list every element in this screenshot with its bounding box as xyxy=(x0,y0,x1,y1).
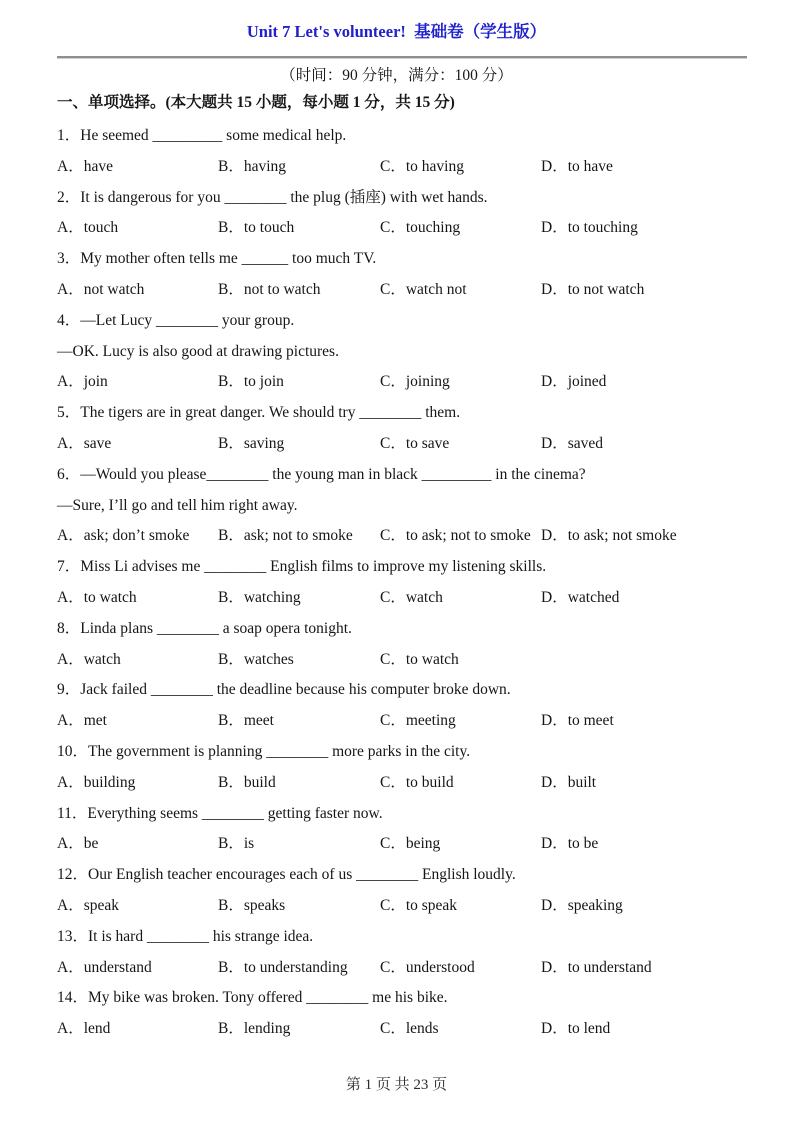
option-choice: C．to speak xyxy=(380,896,458,914)
option-choice: A．building xyxy=(57,773,136,791)
options-row xyxy=(0,645,793,676)
option-choice: A．have xyxy=(57,157,113,175)
options-row xyxy=(0,152,793,183)
options-row xyxy=(0,953,793,984)
option-choice: B．to understanding xyxy=(218,958,348,976)
question-stem: 10．The government is planning ________ more parks in the city. xyxy=(57,742,471,760)
options-row xyxy=(0,1014,793,1045)
option-choice: D．to not watch xyxy=(541,280,645,298)
header-rule xyxy=(57,56,747,59)
option-choice: A．watch xyxy=(57,650,121,668)
option-choice: D．joined xyxy=(541,373,607,391)
option-choice: A．be xyxy=(57,835,99,853)
option-choice: D．to have xyxy=(541,157,613,175)
options-row xyxy=(0,275,793,306)
question-stem: 12．Our English teacher encourages each of us ________ English loudly. xyxy=(57,866,516,884)
option-choice: B．watches xyxy=(218,650,294,668)
option-choice: C．to watch xyxy=(380,650,459,668)
option-choice: C．watch xyxy=(380,588,443,606)
options-row xyxy=(0,367,793,398)
option-choice: B．build xyxy=(218,773,276,791)
option-choice: D．to lend xyxy=(541,1020,611,1038)
option-choice: C．being xyxy=(380,835,441,853)
option-choice: A．ask; don’t smoke xyxy=(57,527,190,545)
option-choice: C．watch not xyxy=(380,280,467,298)
question-stem: 13．It is hard ________ his strange idea. xyxy=(57,927,314,945)
question-stem: 6．—Would you please________ the young man in black _________ in the cinema? xyxy=(57,465,586,483)
option-choice: B．to join xyxy=(218,373,284,391)
question-stem: 5．The tigers are in great danger. We should try ________ them. xyxy=(57,404,461,422)
option-choice: D．watched xyxy=(541,588,620,606)
question-stem: 14．My bike was broken. Tony offered ________ me his bike. xyxy=(57,989,448,1007)
option-choice: D．to be xyxy=(541,835,599,853)
option-choice: B．meet xyxy=(218,712,274,730)
option-choice: A．to watch xyxy=(57,588,137,606)
question-stem: 2．It is dangerous for you ________ the plug (插座) with wet hands. xyxy=(57,188,488,206)
page-title: Unit 7 Let's volunteer! 基础卷（学生版） xyxy=(246,22,547,41)
question-stem-continued: —Sure, I’ll go and tell him right away. xyxy=(57,496,298,514)
option-choice: D．to meet xyxy=(541,712,614,730)
option-choice: D．to touching xyxy=(541,219,638,237)
options-row xyxy=(0,429,793,460)
option-choice: B．is xyxy=(218,835,255,853)
option-choice: B．ask; not to smoke xyxy=(218,527,353,545)
option-choice: D．built xyxy=(541,773,597,791)
option-choice: C．to save xyxy=(380,434,450,452)
option-choice: C．touching xyxy=(380,219,461,237)
question-stem: 11．Everything seems ________ getting faster now. xyxy=(57,804,383,822)
question-stem: 4．—Let Lucy ________ your group. xyxy=(57,311,295,329)
option-choice: C．to build xyxy=(380,773,454,791)
question-stem: 7．Miss Li advises me ________ English films to improve my listening skills. xyxy=(57,558,547,576)
option-choice: B．having xyxy=(218,157,287,175)
option-choice: A．understand xyxy=(57,958,152,976)
question-stem: 9．Jack failed ________ the deadline because his computer broke down. xyxy=(57,681,511,699)
option-choice: B．not to watch xyxy=(218,280,321,298)
question-stem: 3．My mother often tells me ______ too much TV. xyxy=(57,250,377,268)
option-choice: B．saving xyxy=(218,434,285,452)
option-choice: B．speaks xyxy=(218,896,286,914)
option-choice: D．saved xyxy=(541,434,603,452)
option-choice: A．join xyxy=(57,373,108,391)
option-choice: B．to touch xyxy=(218,219,295,237)
option-choice: C．lends xyxy=(380,1020,439,1038)
exam-info: （时间：90 分钟，满分：100 分） xyxy=(280,67,513,84)
option-choice: A．touch xyxy=(57,219,119,237)
option-choice: A．save xyxy=(57,434,112,452)
question-stem: 8．Linda plans ________ a soap opera tonight. xyxy=(57,619,352,637)
options-row xyxy=(0,213,793,244)
options-row xyxy=(0,521,793,552)
question-stem: 1．He seemed _________ some medical help. xyxy=(57,127,347,144)
options-row xyxy=(0,768,793,799)
option-choice: C．to having xyxy=(380,157,464,175)
option-choice: D．speaking xyxy=(541,896,623,914)
question-list xyxy=(0,121,793,1045)
option-choice: C．joining xyxy=(380,373,450,391)
question-stem-continued: —OK. Lucy is also good at drawing pictures. xyxy=(57,342,339,360)
option-choice: C．to ask; not to smoke xyxy=(380,527,531,545)
option-choice: A．lend xyxy=(57,1020,111,1038)
option-choice: A．speak xyxy=(57,896,119,914)
section-heading: 一、单项选择。(本大题共 15 小题，每小题 1 分，共 15 分) xyxy=(57,94,455,111)
options-row xyxy=(0,829,793,860)
option-choice: B．watching xyxy=(218,588,301,606)
option-choice: A．met xyxy=(57,712,107,730)
option-choice: C．meeting xyxy=(380,712,456,730)
option-choice: D．to understand xyxy=(541,958,652,976)
option-choice: C．understood xyxy=(380,958,475,976)
option-choice: B．lending xyxy=(218,1020,291,1038)
option-choice: A．not watch xyxy=(57,280,145,298)
options-row xyxy=(0,891,793,922)
options-row xyxy=(0,706,793,737)
page-footer: 第 1 页 共 23 页 xyxy=(345,1077,448,1093)
option-choice: D．to ask; not smoke xyxy=(541,527,677,545)
options-row xyxy=(0,583,793,614)
